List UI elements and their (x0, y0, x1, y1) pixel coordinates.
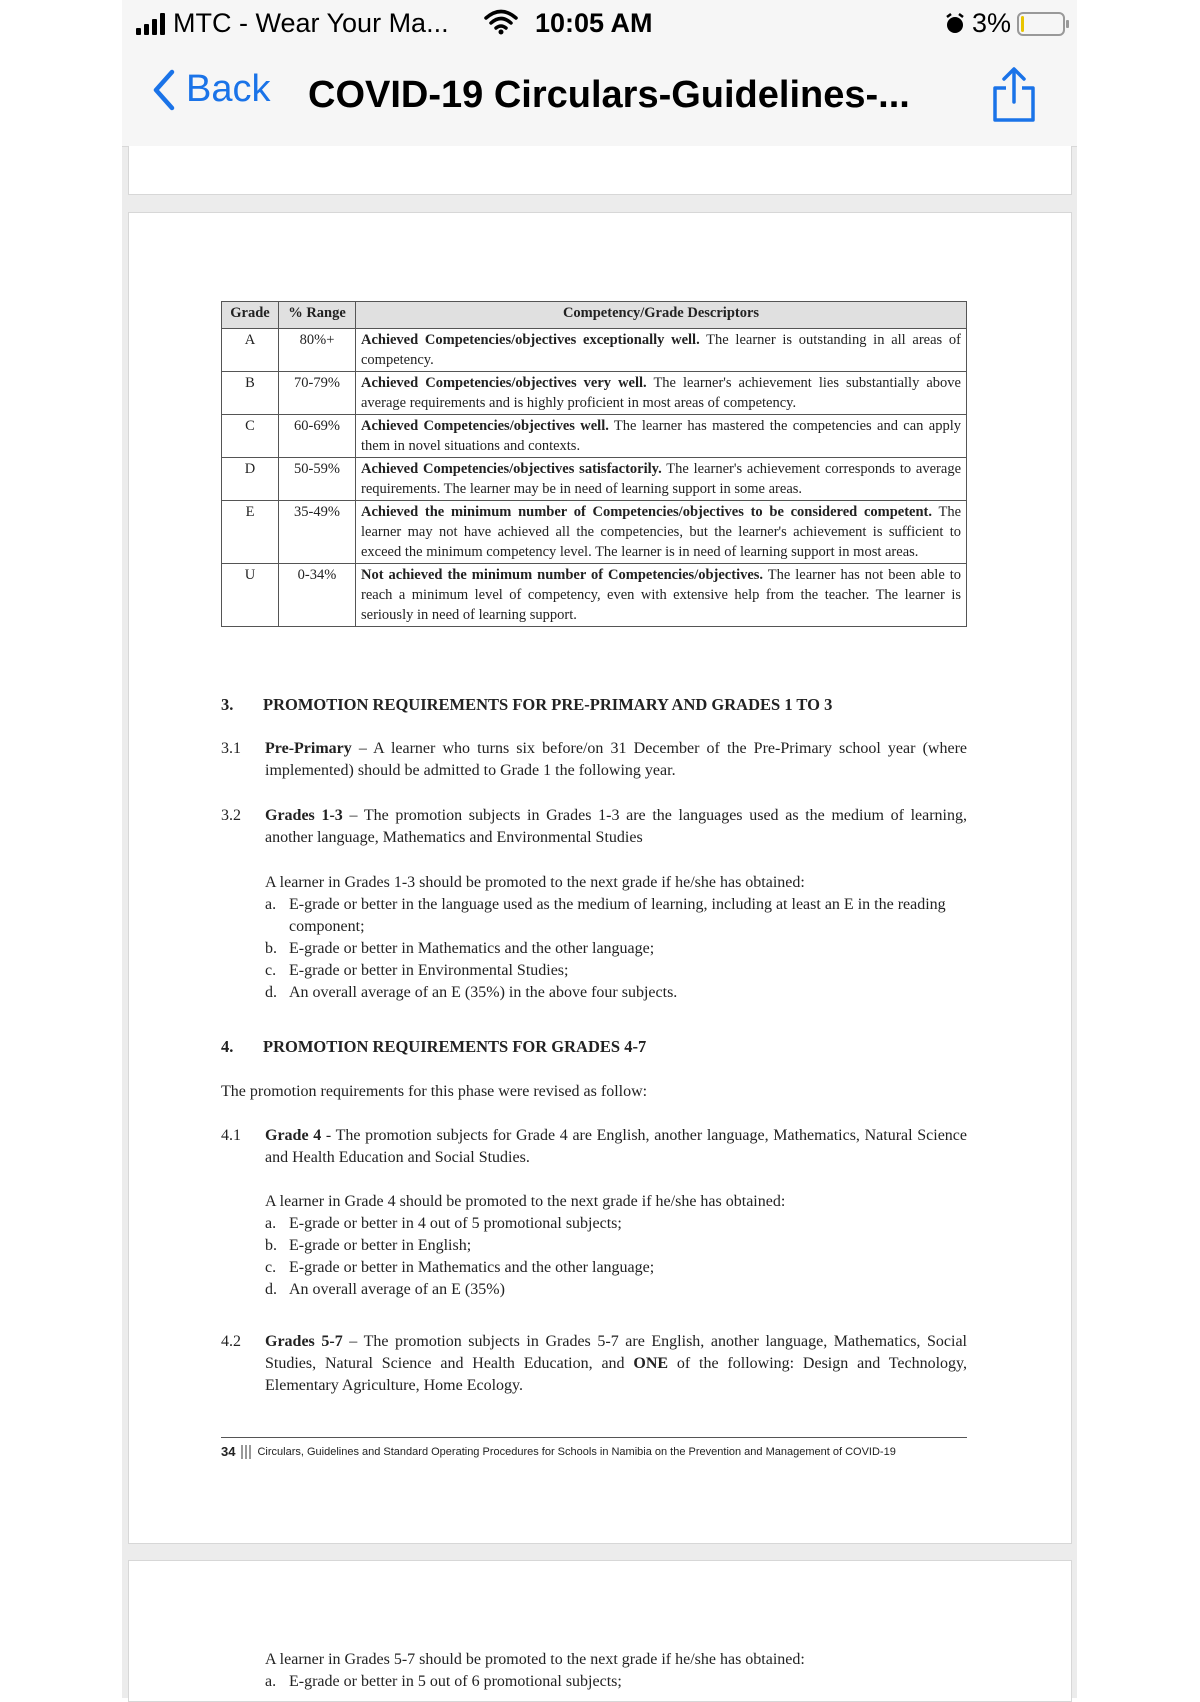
grades-1-3-requirements (265, 872, 967, 1004)
range-cell: 80%+ (279, 329, 356, 372)
descriptor-text: The learner's achievement corresponds to average requirements. The learner may be in need of learning support in some areas. (361, 461, 962, 497)
list-text: An overall average of an E (35%) in the above four subjects. (289, 984, 678, 1001)
descriptor-cell (356, 501, 967, 564)
table-row (222, 564, 967, 627)
document-title: COVID-19 Circulars-Guidelines-... (308, 74, 910, 116)
list-text: E-grade or better in Mathematics and the other language; (289, 940, 655, 957)
table-row (222, 458, 967, 501)
section-4-1 (221, 1125, 967, 1169)
clock: 10:05 AM (535, 8, 653, 38)
page-number: 34 (221, 1444, 236, 1459)
descriptor-bold: Achieved the minimum number of Competencies/objectives to be considered competent. (361, 504, 932, 520)
list-letter: d. (265, 1281, 277, 1298)
list-text: E-grade or better in 5 out of 6 promotional subjects; (289, 1673, 622, 1690)
grade-cell: D (222, 458, 279, 501)
list-letter: b. (265, 940, 277, 957)
grade-4-requirements (265, 1191, 967, 1301)
list-letter: a. (265, 896, 277, 913)
battery-percent: 3% (971, 8, 1011, 38)
subsection-bold: Grade 4 (265, 1127, 322, 1144)
range-cell: 70-79% (279, 372, 356, 415)
descriptor-bold: Achieved Competencies/objectives exceptionally well. (361, 332, 700, 348)
previous-page (128, 146, 1072, 195)
subsection-bold-one: ONE (633, 1355, 669, 1372)
signal-icon (136, 13, 165, 35)
navigation-bar (122, 46, 1077, 147)
page-footer (221, 1437, 967, 1459)
range-cell: 50-59% (279, 458, 356, 501)
subsection-bold: Pre-Primary (265, 740, 352, 757)
range-cell: 60-69% (279, 415, 356, 458)
grades-5-7-requirements (265, 1649, 967, 1693)
section-4-heading (221, 1036, 646, 1058)
list-letter: a. (265, 1215, 277, 1232)
section-3-heading (221, 694, 832, 716)
list-text: E-grade or better in 4 out of 5 promotional subjects; (289, 1215, 622, 1232)
range-cell: 0-34% (279, 564, 356, 627)
section-4-intro: The promotion requirements for this phase were revised as follow: (221, 1083, 648, 1100)
descriptor-cell (356, 329, 967, 372)
list-text: E-grade or better in English; (289, 1237, 472, 1254)
carrier-label: MTC - Wear Your Ma... (173, 8, 449, 38)
list-item (265, 982, 967, 1004)
subsection-number: 3.1 (221, 740, 241, 757)
descriptor-cell (356, 458, 967, 501)
subsection-text: – A learner who turns six before/on 31 December of the Pre-Primary school year (where implemented) should be admitted to Grade 1 the following year. (265, 740, 967, 779)
table-header-grade: Grade (222, 302, 279, 329)
next-page (128, 1560, 1072, 1702)
list-item (265, 1213, 967, 1235)
descriptor-bold: Achieved Competencies/objectives very well. (361, 375, 647, 391)
list-intro: A learner in Grades 5-7 should be promoted to the next grade if he/she has obtained: (265, 1651, 805, 1668)
subsection-text: – The promotion subjects in Grades 5-7 are English, another language, Mathematics, Social Studies, Natural Science and Health Education, and (265, 1333, 967, 1372)
section-4-2 (221, 1331, 967, 1397)
grade-cell: U (222, 564, 279, 627)
subsection-text-end: of the following: Design and Technology, Elementary Agriculture, Home Ecology. (265, 1355, 967, 1394)
subsection-number: 4.1 (221, 1127, 241, 1144)
chevron-left-icon (152, 69, 176, 111)
table-row (222, 501, 967, 564)
section-number: 4. (221, 1037, 234, 1056)
section-3-2 (221, 805, 967, 849)
list-text: E-grade or better in the language used as the medium of learning, including at least an E in the reading component; (289, 896, 946, 935)
list-item (265, 938, 967, 960)
document-page (128, 212, 1072, 1544)
descriptor-text: The learner has mastered the competencies and can apply them in novel situations and contexts. (361, 418, 961, 454)
section-title: PROMOTION REQUIREMENTS FOR PRE-PRIMARY AND GRADES 1 TO 3 (263, 695, 833, 714)
list-intro: A learner in Grades 1-3 should be promoted to the next grade if he/she has obtained: (265, 874, 805, 891)
share-icon (991, 66, 1037, 124)
share-button[interactable] (991, 66, 1037, 129)
grade-descriptor-table (221, 301, 967, 627)
status-bar (122, 0, 1077, 46)
table-row (222, 415, 967, 458)
list-letter: b. (265, 1237, 277, 1254)
table-row (222, 329, 967, 372)
subsection-number: 3.2 (221, 807, 241, 824)
descriptor-text: The learner has not been able to reach a minimum level of competency, even with extensive help from the teacher. The learner is seriously in need of learning support. (361, 567, 962, 623)
subsection-text: – The promotion subjects in Grades 1-3 are the languages used as the medium of learning, another language, Mathematics and Environmental Studies (265, 807, 968, 846)
descriptor-text: The learner is outstanding in all areas of competency. (361, 332, 961, 368)
footer-text: Circulars, Guidelines and Standard Operating Procedures for Schools in Namibia on the Prevention and Management of COVID-19 (257, 1445, 896, 1458)
descriptor-cell (356, 564, 967, 627)
wifi-icon (484, 9, 518, 42)
list-item (265, 1279, 967, 1301)
battery-icon (1017, 12, 1065, 36)
subsection-bold: Grades 1-3 (265, 807, 343, 824)
footer-stripes (241, 1445, 251, 1459)
list-item (265, 1235, 967, 1257)
descriptor-text: The learner may not have achieved all the competencies, but the learner's achievement is sufficient to exceed the minimum competency level. The learner is in need of learning support in most areas. (361, 504, 961, 560)
back-button[interactable] (152, 68, 270, 111)
descriptor-cell (356, 415, 967, 458)
descriptor-bold: Achieved Competencies/objectives well. (361, 418, 609, 434)
descriptor-bold: Not achieved the minimum number of Competencies/objectives. (361, 567, 764, 583)
section-number: 3. (221, 695, 234, 714)
subsection-text: - The promotion subjects for Grade 4 are English, another language, Mathematics, Natural Science and Health Education and Social Studies. (265, 1127, 967, 1166)
subsection-number: 4.2 (221, 1333, 241, 1350)
list-intro: A learner in Grade 4 should be promoted to the next grade if he/she has obtained: (265, 1193, 786, 1210)
list-text: An overall average of an E (35%) (289, 1281, 505, 1298)
list-item (265, 894, 967, 938)
list-letter: c. (265, 962, 277, 979)
section-3-1 (221, 738, 967, 782)
alarm-icon (944, 13, 966, 35)
descriptor-bold: Achieved Competencies/objectives satisfactorily. (361, 461, 662, 477)
list-letter: a. (265, 1673, 277, 1690)
table-row (222, 372, 967, 415)
list-item (265, 960, 967, 982)
subsection-bold: Grades 5-7 (265, 1333, 343, 1350)
phone-screen (122, 0, 1077, 1698)
descriptor-text: The learner's achievement lies substantially above average requirements and is highly proficient in most areas of competency. (361, 375, 961, 411)
list-letter: c. (265, 1259, 277, 1276)
grade-cell: E (222, 501, 279, 564)
section-title: PROMOTION REQUIREMENTS FOR GRADES 4-7 (263, 1037, 647, 1056)
table-header-descriptors: Competency/Grade Descriptors (356, 302, 967, 329)
grade-cell: C (222, 415, 279, 458)
list-text: E-grade or better in Mathematics and the other language; (289, 1259, 655, 1276)
range-cell: 35-49% (279, 501, 356, 564)
back-label: Back (186, 68, 271, 110)
list-letter: d. (265, 984, 277, 1001)
grade-cell: A (222, 329, 279, 372)
list-item (265, 1257, 967, 1279)
grade-cell: B (222, 372, 279, 415)
list-item (265, 1671, 967, 1693)
table-header-range: % Range (279, 302, 356, 329)
list-text: E-grade or better in Environmental Studies; (289, 962, 569, 979)
descriptor-cell (356, 372, 967, 415)
